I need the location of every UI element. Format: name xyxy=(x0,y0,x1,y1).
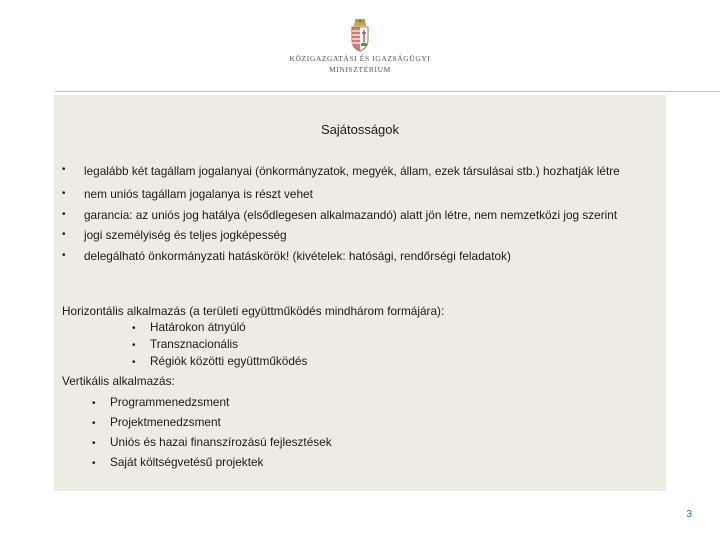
bullet-icon: • xyxy=(62,249,66,261)
list-item: • Projektmenedzsment xyxy=(92,415,221,429)
list-item: • jogi személyiség és teljes jogképesség xyxy=(62,225,662,246)
content-panel xyxy=(54,95,666,491)
vertical-heading: Vertikális alkalmazás: xyxy=(62,374,175,388)
features-list xyxy=(62,162,662,266)
list-item: • Határokon átnyúló xyxy=(132,320,246,334)
list-item: • garancia: az uniós jog hatálya (elsődlegesen alkalmazandó) alatt jön létre, nem nemzetközi jog szerint xyxy=(62,205,662,226)
ministry-name-line1: KÖZIGAZGATÁSI ÉS IGAZSÁGÜGYI xyxy=(289,54,431,63)
bullet-icon: • xyxy=(132,357,136,368)
bullet-icon: • xyxy=(132,340,136,351)
list-item: • legalább két tagállam jogalanyai (önkormányzatok, megyék, állam, ezek társulásai stb.) hozhatják létre xyxy=(62,164,620,178)
panel-title: Sajátosságok xyxy=(320,122,400,137)
coat-of-arms-icon xyxy=(349,18,371,52)
header-divider xyxy=(55,91,720,92)
horizontal-heading: Horizontális alkalmazás (a területi együttműködés mindhárom formájára): xyxy=(62,304,445,318)
bullet-icon: • xyxy=(62,229,66,240)
bullet-icon: • xyxy=(92,458,96,469)
page-number: 3 xyxy=(686,509,692,520)
bullet-icon: • xyxy=(62,208,66,220)
bullet-icon: • xyxy=(62,188,66,199)
list-item: • delegálható önkormányzati hatáskörök! (kivételek: hatósági, rendőrségi feladatok) xyxy=(62,246,662,267)
bullet-icon: • xyxy=(62,164,66,175)
ministry-logo xyxy=(280,18,440,78)
bullet-icon: • xyxy=(92,438,96,449)
list-item: • Régiók közötti együttműködés xyxy=(132,354,308,368)
list-item: • nem uniós tagállam jogalanya is részt vehet xyxy=(62,184,662,205)
bullet-icon: • xyxy=(92,418,96,429)
bullet-icon: • xyxy=(92,398,96,409)
list-item: • Saját költségvetésű projektek xyxy=(92,455,264,469)
list-item: • Programmenedzsment xyxy=(92,395,230,409)
list-item: • Transznacionális xyxy=(132,337,239,351)
list-item: • Uniós és hazai finanszírozású fejlesztések xyxy=(92,435,332,449)
bullet-icon: • xyxy=(132,323,136,334)
ministry-name-line2: MINISZTÉRIUM xyxy=(329,65,391,74)
